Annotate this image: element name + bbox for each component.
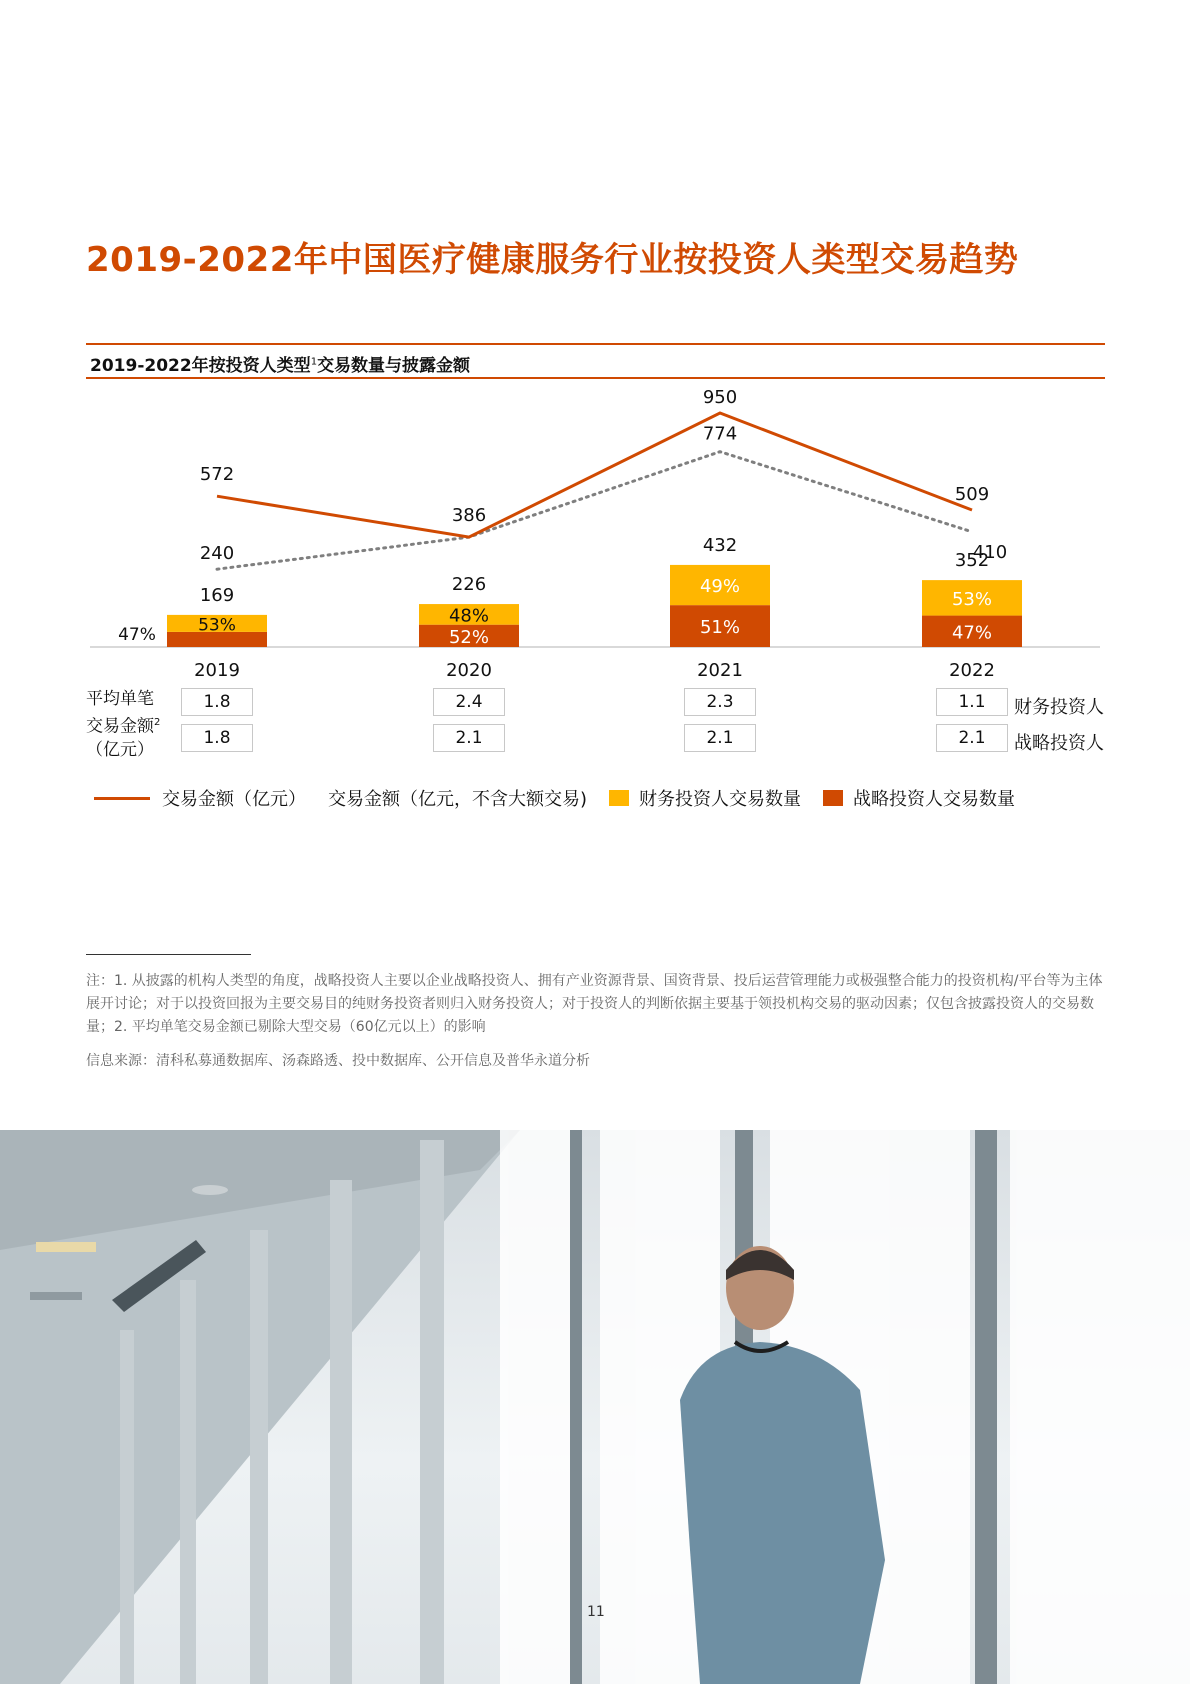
chart-legend — [94, 784, 1037, 812]
source-note: 信息来源：清科私募通数据库、汤森路透、投中数据库、公开信息及普华永道分析 — [86, 1053, 590, 1069]
bar-total-label-2021: 432 — [702, 534, 738, 556]
share-label-financial-2019: 53% — [198, 615, 236, 636]
avg-deal-label-line2: 交易金额$^2$ — [86, 716, 161, 737]
line-label-amount-2019: 572 — [199, 464, 235, 486]
series-line-amount — [217, 413, 972, 537]
bar-total-label-2022: 352 — [954, 550, 990, 572]
share-label-strategic-2021: 51% — [699, 617, 741, 639]
bar-total-label-2019: 169 — [199, 584, 235, 606]
hospital-corridor-photo — [0, 1130, 1190, 1684]
share-label-strategic-2019: 47% — [118, 625, 156, 645]
legend-label-amount-excl: 交易金额（亿元，不含大额交易) — [328, 789, 588, 810]
legend-item-financial — [609, 785, 801, 811]
avg-deal-value-financial-2020: 2.4 — [433, 688, 505, 716]
series-line-amount-excluding-large — [217, 452, 972, 570]
line-label-amount-2022: 509 — [954, 484, 990, 506]
avg-deal-label-line1: 平均单笔 — [86, 689, 154, 709]
avg-deal-value-strategic-2021: 2.1 — [684, 724, 756, 752]
legend-solid-line-swatch — [94, 797, 150, 800]
share-label-financial-2021: 49% — [699, 576, 741, 598]
legend-label-amount: 交易金额（亿元） — [162, 789, 306, 810]
page-title: 2019-2022年中国医疗健康服务行业按投资人类型交易趋势 — [86, 240, 1019, 280]
row-label-financial: 财务投资人 — [1014, 697, 1104, 718]
avg-deal-value-strategic-2020: 2.1 — [433, 724, 505, 752]
chart-subtitle-footnote-marker: 1 — [310, 356, 318, 368]
avg-deal-label-line3: （亿元） — [86, 739, 154, 760]
share-label-strategic-2022: 47% — [951, 622, 993, 644]
avg-deal-value-strategic-2019: 1.8 — [181, 724, 253, 752]
share-label-financial-2022: 53% — [951, 588, 993, 610]
bar-total-label-2020: 226 — [451, 574, 487, 596]
line-label-amount-excl-2021: 774 — [702, 423, 738, 445]
x-tick-label-2022: 2022 — [949, 660, 995, 681]
x-tick-label-2020: 2020 — [446, 660, 492, 681]
x-tick-label-2019: 2019 — [194, 660, 240, 681]
legend-strategic-swatch — [823, 790, 843, 806]
line-label-amount-2021: 950 — [702, 387, 738, 408]
avg-deal-value-strategic-2022: 2.1 — [936, 724, 1008, 752]
footnote: 注：1. 从披露的机构人类型的角度，战略投资人主要以企业战略投资人、拥有产业资源背景、国资背景、投后运营管理能力或极强整合能力的投资机构/平台等为主体展开讨论；对于以投资回报为主要交易目的纯财务投资者则归入财务投资人；对于投资人的判断依据主要基于领投机构交易的驱动因素；仅包含披露投资人的交易数量；2. 平均单笔交易金额已剔除大型交易（60亿元以上）的影响 — [86, 973, 1103, 1035]
legend-label-strategic: 战略投资人交易数量 — [853, 789, 1016, 810]
legend-item-amount — [94, 785, 306, 811]
line-label-amount-2020: 386 — [451, 505, 487, 527]
legend-financial-swatch — [609, 790, 629, 806]
chart-subtitle-rest: 交易数量与披露金额 — [317, 356, 471, 376]
row-label-strategic: 战略投资人 — [1014, 733, 1104, 754]
legend-label-financial: 财务投资人交易数量 — [639, 789, 802, 810]
avg-deal-label — [86, 688, 160, 762]
line-label-amount-excl-2022: 410 — [972, 541, 1008, 563]
legend-item-amount-excl — [328, 785, 587, 811]
footnote-divider — [86, 954, 251, 955]
avg-deal-value-financial-2022: 1.1 — [936, 688, 1008, 716]
x-tick-label-2021: 2021 — [697, 660, 743, 681]
share-label-financial-2020: 48% — [448, 605, 490, 627]
chart-subtitle-main: 2019-2022年按投资人类型 — [90, 356, 311, 376]
share-label-strategic-2020: 52% — [448, 626, 490, 648]
legend-item-strategic — [823, 785, 1015, 811]
chart — [0, 0, 1190, 700]
page-number: 11 — [587, 1604, 605, 1620]
avg-deal-value-financial-2019: 1.8 — [181, 688, 253, 716]
line-label-amount-excl-2019: 240 — [199, 543, 235, 565]
avg-deal-value-financial-2021: 2.3 — [684, 688, 756, 716]
photo-illustration — [0, 1130, 1190, 1684]
